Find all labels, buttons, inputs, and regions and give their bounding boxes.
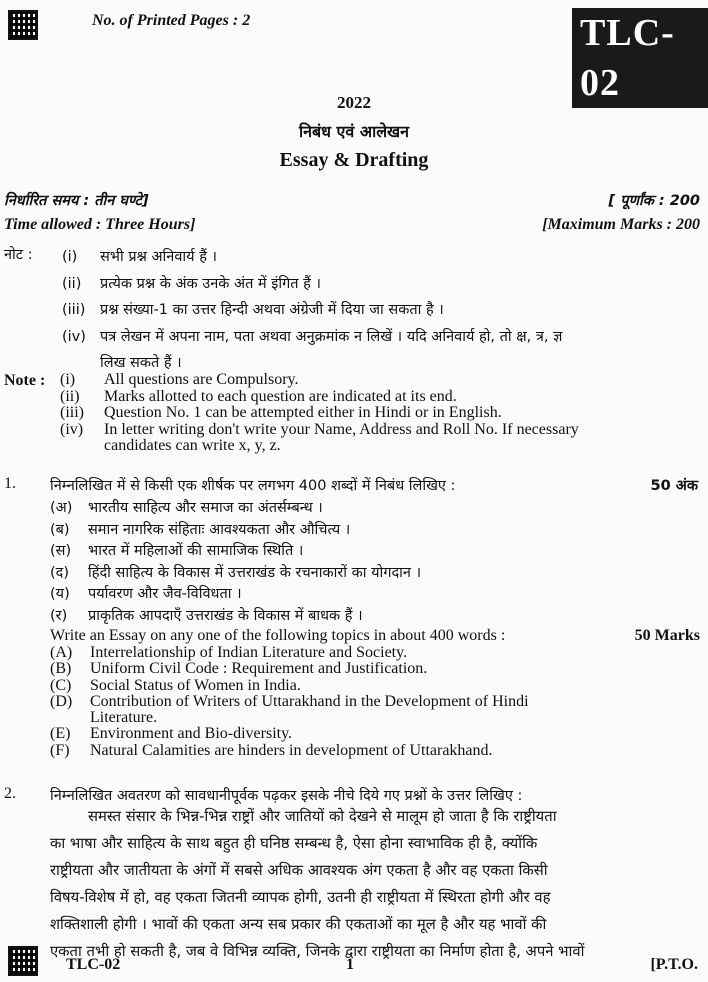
list-item: (B) Uniform Civil Code : Requirement and Justification. — [50, 660, 428, 678]
note-list-hindi — [62, 244, 702, 377]
note-item: (ii) प्रत्येक प्रश्न के अंक उनके अंत में इंगित हैं । — [62, 275, 321, 292]
footer-code: TLC-02 — [66, 956, 121, 973]
note-item: (iv) In letter writing don't write your Name, Address and Roll No. If necessary — [60, 420, 579, 438]
question-2-prompt: निम्नलिखित अवतरण को सावधानीपूर्वक पढ़कर इसके नीचे दिये गए प्रश्नों के उत्तर लिखिए : — [50, 788, 523, 804]
list-item: (र) प्राकृतिक आपदाएँ उत्तराखंड के विकास में बाधक हैं । — [50, 607, 363, 624]
paper-code-badge: TLC-02 — [572, 8, 708, 108]
note-item: (iv) पत्र लेखन में अपना नाम, पता अथवा अनुक्रमांक न लिखें । यदि अनिवार्य हो, तो क्ष, त्र, ज्ञ — [62, 328, 563, 345]
qr-code-icon — [8, 10, 38, 40]
passage-line: समस्त संसार के भिन्न-भिन्न राष्ट्रों और जातियों को देखने से मालूम हो जाता है कि राष्ट्रीयता — [88, 808, 557, 825]
question-1-prompt-hindi: निम्नलिखित में से किसी एक शीर्षक पर लगभग 400 शब्दों में निबंध लिखिए : — [50, 478, 456, 494]
question-1-options-english — [50, 645, 640, 759]
time-english: Time allowed : Three Hours] — [4, 216, 196, 233]
question-2-number: 2. — [4, 785, 16, 802]
page-number: 1 — [346, 956, 354, 973]
note-item: लिख सकते हैं । — [100, 355, 182, 371]
list-item: (अ) भारतीय साहित्य और समाज का अंतर्सम्बन्ध । — [50, 500, 323, 516]
exam-year: 2022 — [337, 93, 371, 112]
note-list-english — [60, 372, 700, 455]
time-hindi: निर्धारित समय : तीन घण्टे] — [4, 193, 149, 209]
pto-label: [P.T.O. — [650, 956, 698, 973]
question-1-prompt-english: Write an Essay on any one of the following topics in about 400 words : — [50, 627, 506, 644]
note-item: (i) सभी प्रश्न अनिवार्य हैं । — [62, 249, 217, 265]
note-label-hindi: नोट : — [4, 247, 33, 263]
passage-line: का भाषा और साहित्य के साथ बहुत ही घनिष्ठ सम्बन्ध है, ऐसा होना स्वाभाविक ही है, क्योंकि — [50, 835, 538, 852]
list-item: (ब) समान नागरिक संहिताः आवश्यकता और औचित्य । — [50, 521, 351, 538]
note-item: (i) All questions are Compulsory. — [60, 371, 299, 388]
list-item: (स) भारत में महिलाओं की सामाजिक स्थिति । — [50, 543, 304, 559]
question-1-marks-english: 50 Marks — [634, 627, 700, 644]
passage-line: शक्तिशाली होगी । भावों की एकता अन्य सब प्रकार की एकताओं का मूल है और यह भावों की — [50, 916, 547, 933]
list-item: (F) Natural Calamities are hinders in development of Uttarakhand. — [50, 741, 493, 759]
question-1-marks-hindi: 50 अंक — [650, 478, 698, 494]
marks-hindi: [ पूर्णांक : 200 — [608, 193, 700, 209]
passage-line: एकता तभी हो सकती है, जब वे विभिन्न व्यक्ति, जिनके द्वारा राष्ट्रीयता का निर्माण होता है, अपने भावों — [50, 943, 585, 960]
note-item: (iii) Question No. 1 can be attempted either in Hindi or in English. — [60, 404, 502, 421]
list-item: (य) पर्यावरण और जैव-विविधता । — [50, 586, 242, 602]
note-item: (ii) Marks allotted to each question are indicated at its end. — [60, 387, 457, 405]
passage — [50, 803, 698, 965]
list-item: (E) Environment and Bio-diversity. — [50, 725, 293, 743]
passage-line: विषय-विशेष में हो, वह एकता जितनी व्यापक होगी, उतनी ही राष्ट्रीयता में स्थिरता होगी और वह — [50, 889, 551, 906]
marks-english: [Maximum Marks : 200 — [542, 216, 700, 233]
printed-pages: No. of Printed Pages : 2 — [92, 12, 251, 29]
note-item: candidates can write x, y, z. — [104, 437, 281, 454]
question-1-options-hindi — [50, 498, 650, 627]
note-label-english: Note : — [4, 372, 46, 389]
list-item: (द) हिंदी साहित्य के विकास में उत्तराखंड के रचनाकारों का योगदान । — [50, 564, 422, 581]
list-item: Literature. — [90, 709, 158, 727]
title-english: Essay & Drafting — [279, 149, 429, 171]
title-hindi: निबंध एवं आलेखन — [298, 122, 410, 141]
passage-line: राष्ट्रीयता और जातीयता के अंगों में सबसे अधिक आवश्यक अंग एकता है और वह एकता किसी — [50, 862, 548, 879]
qr-code-icon — [8, 946, 38, 976]
note-item: (iii) प्रश्न संख्या-1 का उत्तर हिन्दी अथवा अंग्रेजी में दिया जा सकता है । — [62, 302, 444, 318]
list-item: (D) Contribution of Writers of Uttarakhand in the Development of Hindi — [50, 692, 529, 710]
question-1-number: 1. — [4, 475, 16, 492]
list-item: (A) Interrelationship of Indian Literature and Society. — [50, 644, 408, 661]
list-item: (C) Social Status of Women in India. — [50, 676, 301, 694]
